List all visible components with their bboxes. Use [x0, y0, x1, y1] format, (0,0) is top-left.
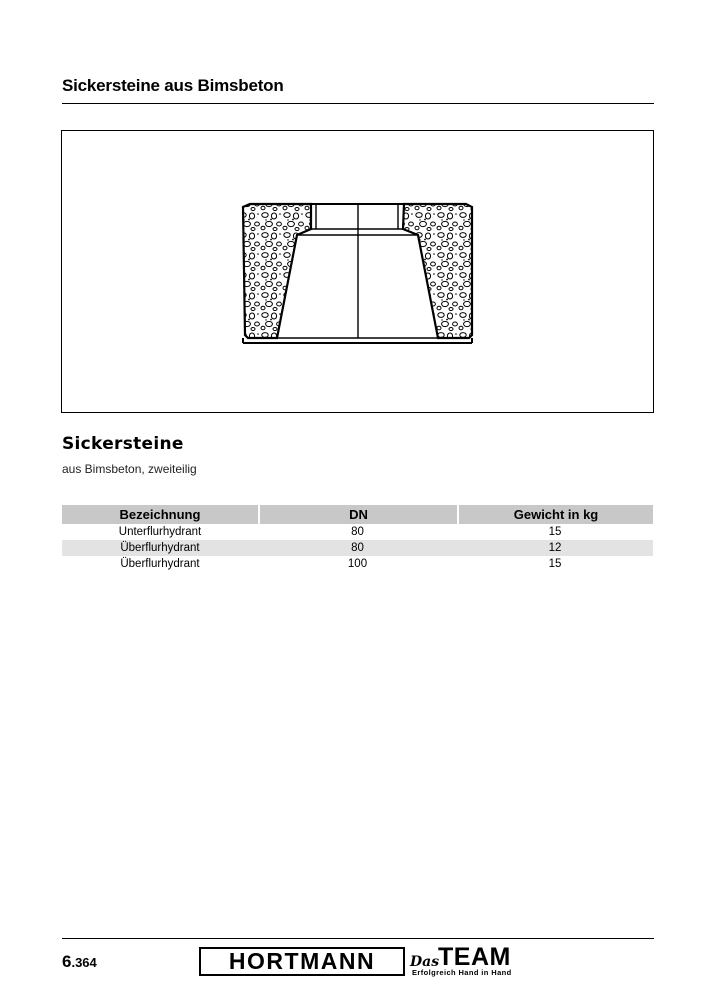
cell-dn: 80: [351, 526, 364, 538]
right-wall-section: [403, 204, 472, 338]
cell-bezeichnung: Überflurhydrant: [120, 558, 200, 570]
cell-dn: 80: [258, 540, 457, 556]
column-header-dn: DN: [258, 505, 457, 524]
page-title: Sickersteine aus Bimsbeton: [62, 76, 284, 95]
page-number-main: 6: [62, 952, 72, 971]
das-team-logo: [410, 945, 528, 979]
left-wall-section: [243, 204, 311, 338]
team-prefix: Das: [410, 954, 440, 970]
cell-gewicht: 15: [548, 558, 562, 570]
table-row: [62, 540, 653, 556]
cell-gewicht: 12: [457, 540, 653, 556]
product-drawing-frame: [61, 130, 654, 413]
cell-bezeichnung: Überflurhydrant: [62, 540, 258, 556]
cell-gewicht: 15: [548, 526, 562, 538]
hortmann-logo: [199, 947, 405, 976]
table-header-row: [62, 505, 653, 524]
column-header-bezeichnung: Bezeichnung: [62, 505, 258, 524]
table-row: [62, 524, 653, 540]
brand-name: HORTMANN: [228, 948, 376, 974]
cell-dn: 100: [347, 558, 368, 570]
specification-table: [62, 505, 653, 572]
product-subheading: aus Bimsbeton, zweiteilig: [62, 462, 197, 476]
cell-bezeichnung: Unterflurhydrant: [118, 526, 202, 538]
team-tagline: Erfolgreich Hand in Hand: [412, 968, 512, 977]
title-divider: [62, 103, 654, 104]
table-row: [62, 556, 653, 572]
footer-divider: [62, 938, 654, 939]
team-word: TEAM: [438, 943, 511, 971]
sickerstein-cross-section-drawing: [62, 131, 653, 412]
column-header-gewicht: Gewicht in kg: [457, 505, 653, 524]
page-number: [62, 952, 97, 972]
product-heading: Sickersteine: [62, 434, 184, 454]
page-number-sub: .364: [71, 955, 97, 970]
